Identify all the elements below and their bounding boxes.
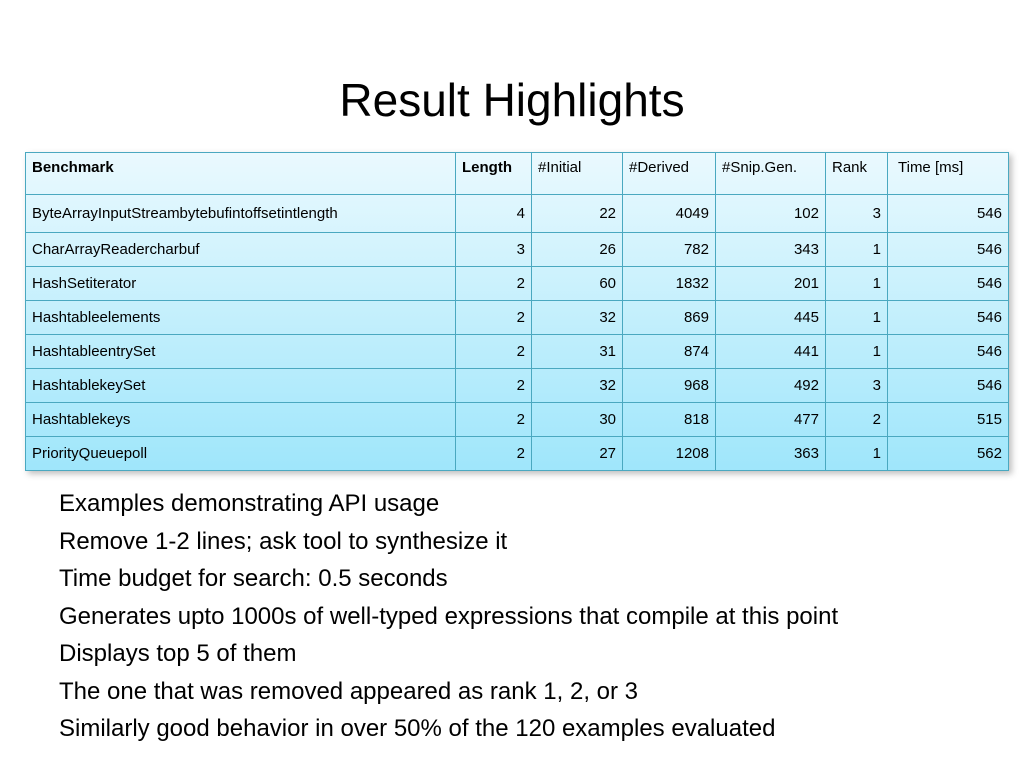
cell-snip-gen: 445 [716,301,826,335]
bullet-item: Generates upto 1000s of well-typed expressions that compile at this point [59,602,839,630]
bullet-item: Examples demonstrating API usage [59,490,440,517]
cell-rank: 1 [826,335,888,369]
header-snip-gen: #Snip.Gen. [716,153,826,195]
table-row [26,437,1009,471]
cell-rank: 3 [826,369,888,403]
cell-time: 562 [888,437,1009,471]
cell-time: 546 [888,369,1009,403]
table-row [26,403,1009,437]
cell-rank: 1 [826,267,888,301]
cell-initial: 32 [532,369,623,403]
cell-derived: 874 [623,335,716,369]
slide-title: Result Highlights [339,74,685,126]
bullet-item: Displays top 5 of them [59,640,297,667]
cell-snip-gen: 492 [716,369,826,403]
cell-initial: 22 [532,195,623,233]
cell-length: 2 [456,301,532,335]
cell-derived: 818 [623,403,716,437]
cell-length: 2 [456,403,532,437]
cell-time: 546 [888,335,1009,369]
header-benchmark: Benchmark [26,153,456,195]
cell-derived: 782 [623,233,716,267]
cell-initial: 32 [532,301,623,335]
cell-benchmark: HashtableentrySet [26,335,456,369]
table-header-row [26,153,1009,195]
header-derived: #Derived [623,153,716,195]
cell-snip-gen: 201 [716,267,826,301]
cell-benchmark: HashtablekeySet [26,369,456,403]
cell-rank: 1 [826,233,888,267]
table-row [26,195,1009,233]
cell-derived: 869 [623,301,716,335]
cell-snip-gen: 441 [716,335,826,369]
cell-time: 546 [888,267,1009,301]
cell-rank: 3 [826,195,888,233]
cell-benchmark: Hashtableelements [26,301,456,335]
cell-initial: 30 [532,403,623,437]
cell-length: 3 [456,233,532,267]
cell-derived: 1208 [623,437,716,471]
cell-length: 4 [456,195,532,233]
cell-length: 2 [456,437,532,471]
bullet-list [59,485,838,748]
table-row [26,301,1009,335]
cell-benchmark: HashSetiterator [26,267,456,301]
header-time: Time [ms] [888,153,1009,195]
bullet-item: Remove 1-2 lines; ask tool to synthesize it [59,527,508,555]
cell-benchmark: ByteArrayInputStreambytebufintoffsetintlength [26,195,456,233]
cell-snip-gen: 343 [716,233,826,267]
bullet-item: The one that was removed appeared as rank 1, 2, or 3 [59,677,639,705]
cell-benchmark: CharArrayReadercharbuf [26,233,456,267]
cell-derived: 1832 [623,267,716,301]
table-row [26,369,1009,403]
table-row [26,233,1009,267]
cell-rank: 2 [826,403,888,437]
header-length: Length [456,153,532,195]
cell-length: 2 [456,267,532,301]
cell-snip-gen: 477 [716,403,826,437]
cell-derived: 4049 [623,195,716,233]
cell-initial: 31 [532,335,623,369]
cell-derived: 968 [623,369,716,403]
cell-rank: 1 [826,301,888,335]
cell-length: 2 [456,335,532,369]
cell-length: 2 [456,369,532,403]
bullet-item: Time budget for search: 0.5 seconds [59,565,448,592]
bullet-item: Similarly good behavior in over 50% of the 120 examples evaluated [59,715,776,742]
cell-benchmark: Hashtablekeys [26,403,456,437]
cell-initial: 27 [532,437,623,471]
table-row [26,267,1009,301]
cell-time: 546 [888,233,1009,267]
results-table-container [25,152,1009,471]
cell-snip-gen: 363 [716,437,826,471]
table-row [26,335,1009,369]
header-rank: Rank [826,153,888,195]
header-initial: #Initial [532,153,623,195]
cell-time: 546 [888,195,1009,233]
cell-rank: 1 [826,437,888,471]
cell-initial: 60 [532,267,623,301]
results-table [25,152,1009,471]
cell-time: 546 [888,301,1009,335]
cell-time: 515 [888,403,1009,437]
cell-initial: 26 [532,233,623,267]
cell-snip-gen: 102 [716,195,826,233]
cell-benchmark: PriorityQueuepoll [26,437,456,471]
